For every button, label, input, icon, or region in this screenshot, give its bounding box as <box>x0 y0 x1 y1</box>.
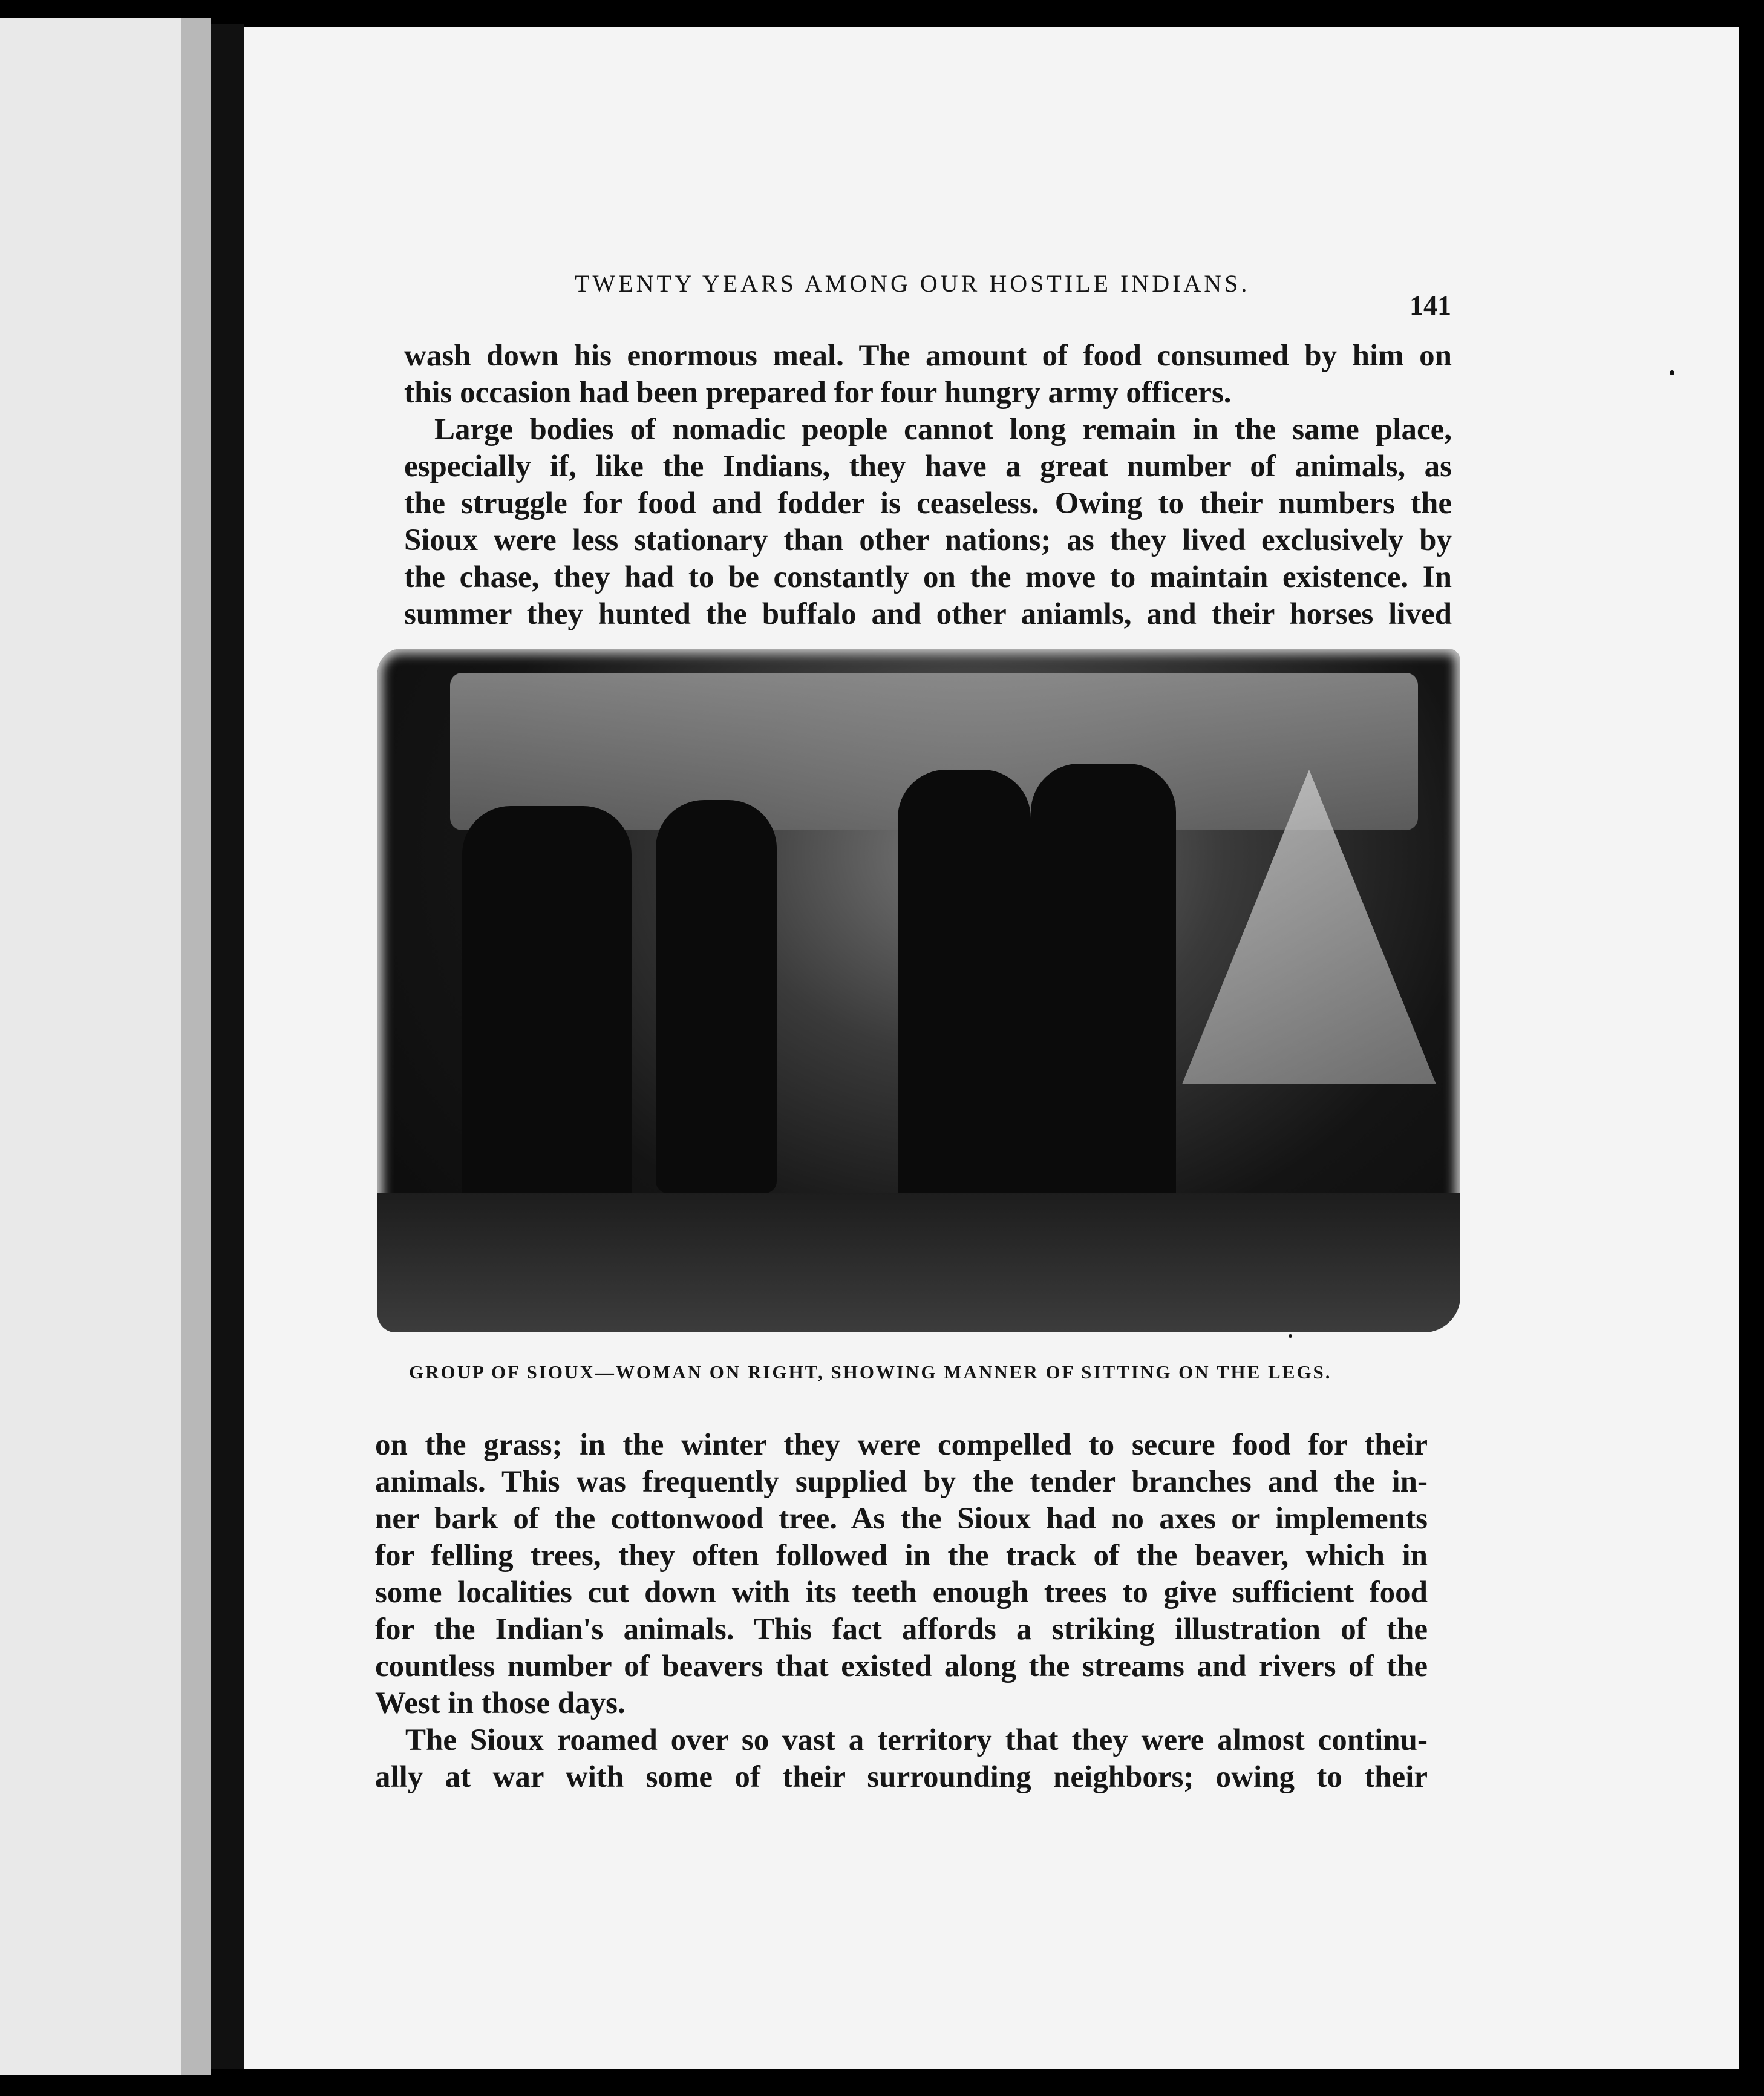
text-line: especially if, like the Indians, they have a great number of animals, as <box>404 450 1452 483</box>
photo-ground <box>377 1193 1460 1332</box>
text-line: ner bark of the cottonwood tree. As the Sioux had no axes or implements <box>375 1502 1428 1536</box>
scan-speck <box>1289 1334 1292 1338</box>
text-line: countless number of beavers that existed along the streams and rivers of the <box>375 1649 1428 1683</box>
photo-figure <box>656 800 777 1193</box>
text-line: for the Indian's animals. This fact affords a striking illustration of the <box>375 1613 1428 1646</box>
text-line: this occasion had been prepared for four hungry army officers. <box>404 376 1232 410</box>
scan-speck <box>1670 370 1674 375</box>
text-line: ally at war with some of their surrounding neighbors; owing to their <box>375 1760 1428 1794</box>
text-line: summer they hunted the buffalo and other aniamls, and their horses lived <box>404 597 1452 631</box>
photo-figure <box>1031 764 1176 1211</box>
paragraph-bottom <box>375 1427 1428 1796</box>
text-line: for felling trees, they often followed in the track of the beaver, which in <box>375 1539 1428 1573</box>
facing-page-shadow <box>181 18 211 2075</box>
text-line: West in those days. <box>375 1686 626 1720</box>
book-gutter <box>211 24 244 2069</box>
text-line: Sioux were less stationary than other nations; as they lived exclusively by <box>404 523 1452 557</box>
text-line: Large bodies of nomadic people cannot long remain in the same place, <box>434 413 1452 447</box>
paragraph-top <box>404 338 1452 633</box>
text-line: the struggle for food and fodder is ceaseless. Owing to their numbers the <box>404 486 1452 520</box>
text-line: on the grass; in the winter they were compelled to secure food for their <box>375 1428 1428 1462</box>
page-number: 141 <box>1410 290 1451 321</box>
facing-page-edge <box>0 18 181 2075</box>
text-line: wash down his enormous meal. The amount of food consumed by him on <box>404 339 1452 373</box>
figure-caption: GROUP OF SIOUX—WOMAN ON RIGHT, SHOWING MANNER OF SITTING ON THE LEGS. <box>409 1361 1332 1383</box>
text-line: animals. This was frequently supplied by the tender branches and the in- <box>375 1465 1428 1499</box>
text-line: some localities cut down with its teeth enough trees to give sufficient food <box>375 1576 1428 1610</box>
photograph-group-of-sioux <box>377 649 1460 1332</box>
photo-figure <box>898 770 1031 1205</box>
text-line: The Sioux roamed over so vast a territory that they were almost continu- <box>405 1723 1428 1757</box>
running-head: TWENTY YEARS AMONG OUR HOSTILE INDIANS. <box>575 270 1250 297</box>
text-line: the chase, they had to be constantly on the move to maintain existence. In <box>404 560 1452 594</box>
